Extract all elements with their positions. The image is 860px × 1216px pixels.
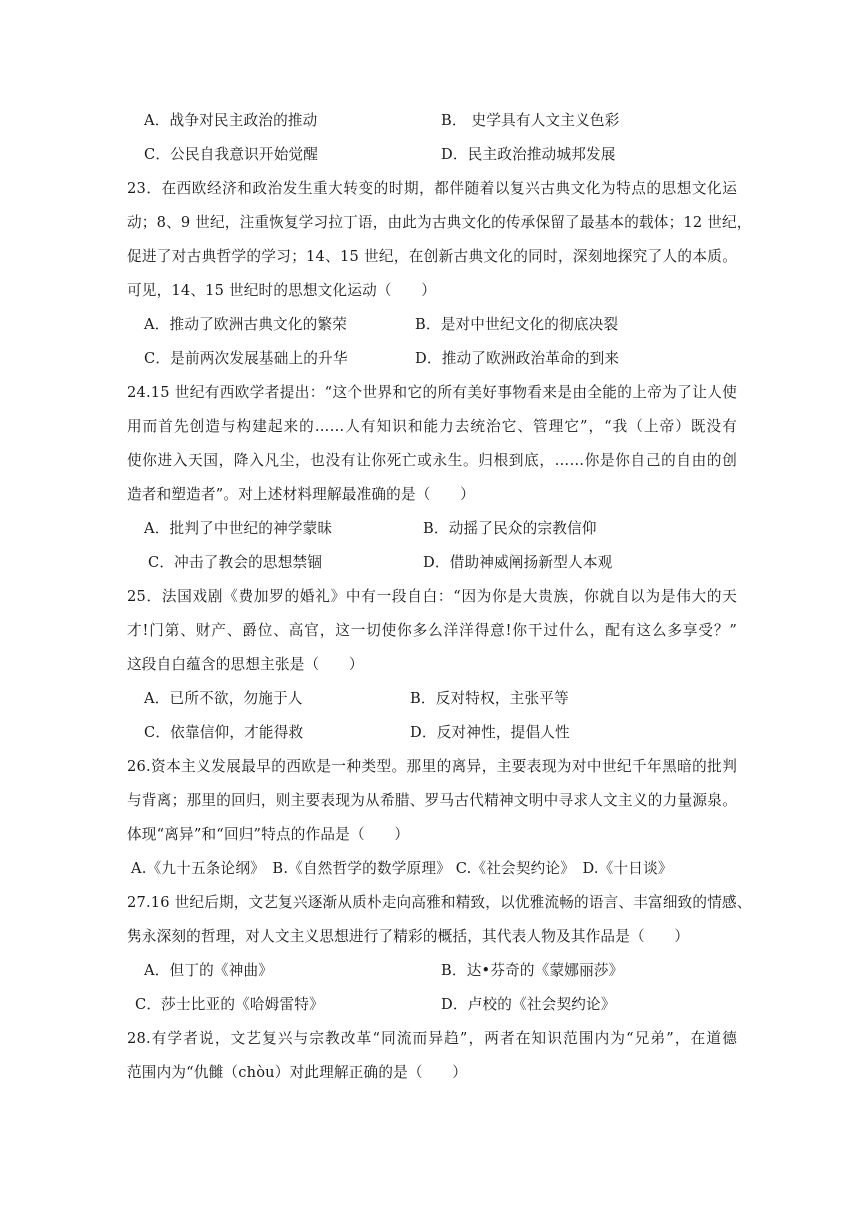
q25-option-d[interactable]: D．反对神性，提倡人性 bbox=[410, 724, 570, 741]
q23-line-2: 动；8、9 世纪，注重恢复学习拉丁语，由此为古典文化的传承保留了最基本的载体；12 世纪， bbox=[127, 214, 752, 231]
prev-option-a[interactable]: A．战争对民主政治的推动 bbox=[144, 112, 318, 129]
q26-line-3: 体现“离异”和“回归”特点的作品是（ ） bbox=[127, 826, 410, 843]
q23-option-b[interactable]: B．是对中世纪文化的彻底决裂 bbox=[415, 316, 619, 333]
q25-option-a[interactable]: A．已所不欲，勿施于人 bbox=[144, 690, 303, 707]
q23-line-4: 可见，14、15 世纪时的思想文化运动（ ） bbox=[127, 282, 437, 299]
q27-option-c[interactable]: C．莎士比亚的《哈姆雷特》 bbox=[135, 996, 324, 1013]
q24-option-a[interactable]: A．批判了中世纪的神学蒙昧 bbox=[144, 520, 333, 537]
prev-option-c[interactable]: C．公民自我意识开始觉醒 bbox=[144, 146, 319, 163]
q25-line-1: 25．法国戏剧《费加罗的婚礼》中有一段自白：“因为你是大贵族，你就自以为是伟大的天 bbox=[127, 588, 737, 605]
q24-line-4: 造者和塑造者”。对上述材料理解最准确的是（ ） bbox=[127, 486, 475, 503]
q25-line-3: 这段自白蕴含的思想主张是（ ） bbox=[127, 656, 364, 673]
prev-option-d[interactable]: D．民主政治推动城邦发展 bbox=[441, 146, 616, 163]
prev-option-b[interactable]: B． 史学具有人文主义色彩 bbox=[441, 112, 620, 129]
q26-line-2: 与背离；那里的回归，则主要表现为从希腊、罗马古代精神文明中寻求人文主义的力量源泉。 bbox=[127, 792, 737, 809]
q28-line-2: 范围内为“仇雠（chòu）对此理解正确的是（ ） bbox=[127, 1064, 468, 1081]
q24-option-d[interactable]: D．借助神威阐扬新型人本观 bbox=[423, 554, 613, 571]
q24-option-b[interactable]: B．动摇了民众的宗教信仰 bbox=[423, 520, 597, 537]
q26-line-1: 26.资本主义发展最早的西欧是一种类型。那里的离异，主要表现为对中世纪千年黑暗的批判 bbox=[127, 758, 737, 775]
q27-option-a[interactable]: A．但丁的《神曲》 bbox=[144, 962, 274, 979]
q24-option-c[interactable]: C．冲击了教会的思想禁锢 bbox=[148, 554, 323, 571]
q24-line-3: 使你进入天国，降入凡尘，也没有让你死亡或永生。归根到底，……你是你自己的自由的创 bbox=[127, 452, 737, 469]
q25-line-2: 才!门第、财产、爵位、高官，这一切使你多么洋洋得意!你干过什么，配有这么多享受？” bbox=[127, 622, 737, 639]
q27-line-2: 隽永深刻的哲理，对人文主义思想进行了精彩的概括，其代表人物及其作品是（ ） bbox=[127, 928, 690, 945]
q23-line-1: 23．在西欧经济和政治发生重大转变的时期，都伴随着以复兴古典文化为特点的思想文化运 bbox=[127, 180, 737, 197]
q27-line-1: 27.16 世纪后期，文艺复兴逐渐从质朴走向高雅和精致，以优雅流畅的语言、丰富细致的情感、 bbox=[127, 894, 752, 911]
q23-line-3: 促进了对古典哲学的学习；14、15 世纪，在创新古典文化的同时，深刻地探究了人的本质。 bbox=[127, 248, 737, 265]
q24-line-1: 24.15 世纪有西欧学者提出：“这个世界和它的所有美好事物看来是由全能的上帝为了让人使 bbox=[127, 384, 737, 401]
q24-line-2: 用而首先创造与构建起来的……人有知识和能力去统治它、管理它”，“我（上帝）既没有 bbox=[127, 418, 737, 435]
q25-option-c[interactable]: C．依靠信仰，才能得救 bbox=[144, 724, 304, 741]
q23-option-c[interactable]: C．是前两次发展基础上的升华 bbox=[144, 350, 348, 367]
q23-option-a[interactable]: A．推动了欧洲古典文化的繁荣 bbox=[144, 316, 348, 333]
q23-option-d[interactable]: D．推动了欧洲政治革命的到来 bbox=[415, 350, 620, 367]
q26-options[interactable]: A.《九十五条论纲》 B.《自然哲学的数学原理》 C.《社会契约论》 D.《十日谈》 bbox=[131, 860, 673, 877]
q27-option-b[interactable]: B．达•芬奇的《蒙娜丽莎》 bbox=[441, 962, 624, 979]
q27-option-d[interactable]: D．卢校的《社会契约论》 bbox=[441, 996, 616, 1013]
q25-option-b[interactable]: B．反对特权，主张平等 bbox=[410, 690, 569, 707]
q28-line-1: 28.有学者说，文艺复兴与宗教改革“同流而异趋”，两者在知识范围内为“兄弟”，在道德 bbox=[127, 1030, 737, 1047]
